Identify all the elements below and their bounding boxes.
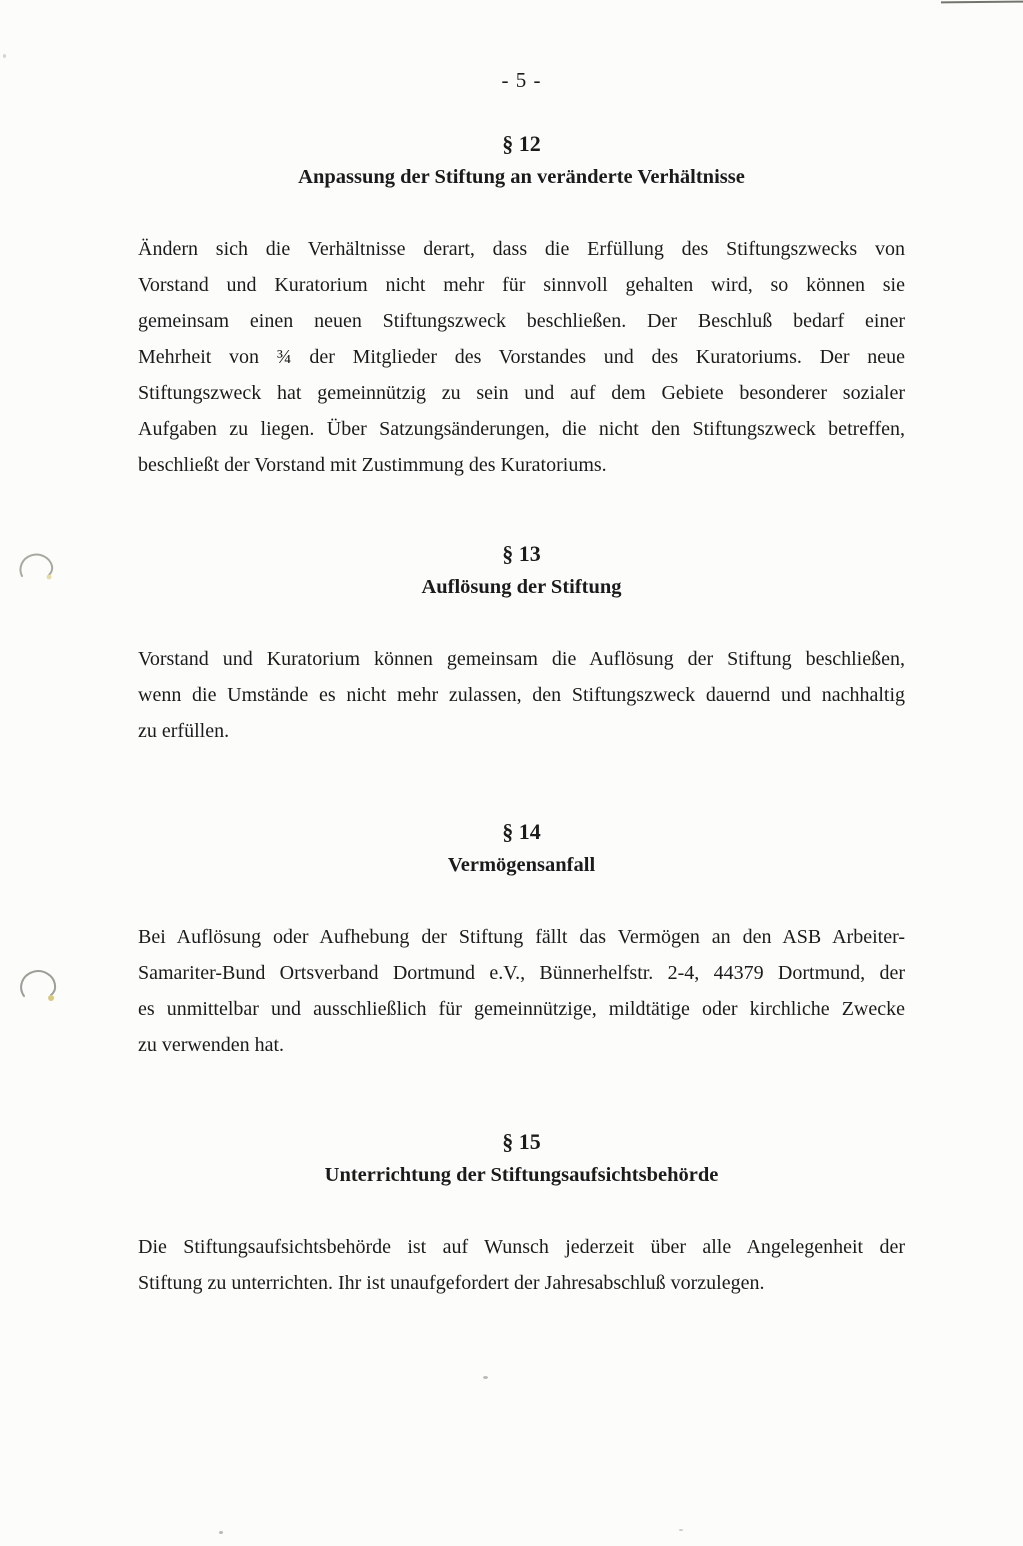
section-heading-title: Unterrichtung der Stiftungsaufsichtsbehörde [324, 1164, 719, 1186]
paragraph-line: Vorstand und Kuratorium können gemeinsam die Auflösung der Stiftung beschließen, [138, 648, 905, 670]
paragraph-line: Die Stiftungsaufsichtsbehörde ist auf Wunsch jederzeit über alle Angelegenheit der [138, 1236, 905, 1258]
paragraph-line: wenn die Umstände es nicht mehr zulassen, den Stiftungszweck dauernd und nachhaltig [138, 684, 905, 706]
section-heading-title: Auflösung der Stiftung [421, 576, 622, 598]
scan-speck [219, 1531, 223, 1534]
section-paragraph [138, 1229, 905, 1301]
section [138, 1128, 905, 1301]
page-number: - 5 - [501, 68, 542, 92]
paragraph-line: Mehrheit von ¾ der Mitglieder des Vorstandes und des Kuratoriums. Der neue [138, 346, 905, 368]
margin-pencil-arc-icon [12, 538, 64, 590]
paragraph-line: Samariter-Bund Ortsverband Dortmund e.V., Bünnerhelfstr. 2-4, 44379 Dortmund, der [138, 962, 905, 984]
section [138, 540, 905, 749]
paragraph-line: gemeinsam einen neuen Stiftungszweck beschließen. Der Beschluß bedarf einer [138, 310, 905, 332]
paragraph-line: Aufgaben zu liegen. Über Satzungsänderungen, die nicht den Stiftungszweck betreffen, [138, 418, 905, 440]
margin-pencil-arc-icon [12, 956, 68, 1012]
scan-streak-artifact [941, 1, 1023, 4]
paragraph-line: Vorstand und Kuratorium nicht mehr für sinnvoll gehalten wird, so können sie [138, 274, 905, 296]
paragraph-line: Stiftung zu unterrichten. Ihr ist unaufgefordert der Jahresabschluß vorzulegen. [138, 1272, 765, 1294]
section-heading-title: Vermögensanfall [447, 854, 596, 876]
paragraph-line: beschließt der Vorstand mit Zustimmung des Kuratoriums. [138, 454, 607, 476]
section-heading-number: § 15 [502, 1129, 541, 1154]
paragraph-line: Bei Auflösung oder Aufhebung der Stiftung fällt das Vermögen an den ASB Arbeiter- [138, 926, 905, 948]
section-paragraph [138, 231, 905, 483]
section-heading-number: § 13 [502, 541, 541, 566]
section [138, 130, 905, 483]
section-paragraph [138, 641, 905, 749]
scan-speck [483, 1376, 488, 1379]
paragraph-line: zu erfüllen. [138, 720, 230, 742]
section-heading-number: § 12 [502, 131, 541, 156]
paragraph-line: zu verwenden hat. [138, 1034, 285, 1056]
paragraph-line: Ändern sich die Verhältnisse derart, dass die Erfüllung des Stiftungszwecks von [138, 238, 905, 260]
section [138, 818, 905, 1063]
scan-speck [3, 54, 6, 58]
paragraph-line: es unmittelbar und ausschließlich für gemeinnützige, mildtätige oder kirchliche Zwecke [138, 998, 905, 1020]
section-paragraph [138, 919, 905, 1063]
scan-speck [679, 1529, 683, 1531]
section-heading-title: Anpassung der Stiftung an veränderte Verhältnisse [298, 166, 745, 188]
section-heading-number: § 14 [502, 819, 541, 844]
paragraph-line: Stiftungszweck hat gemeinnützig zu sein und auf dem Gebiete besonderer sozialer [138, 382, 905, 404]
